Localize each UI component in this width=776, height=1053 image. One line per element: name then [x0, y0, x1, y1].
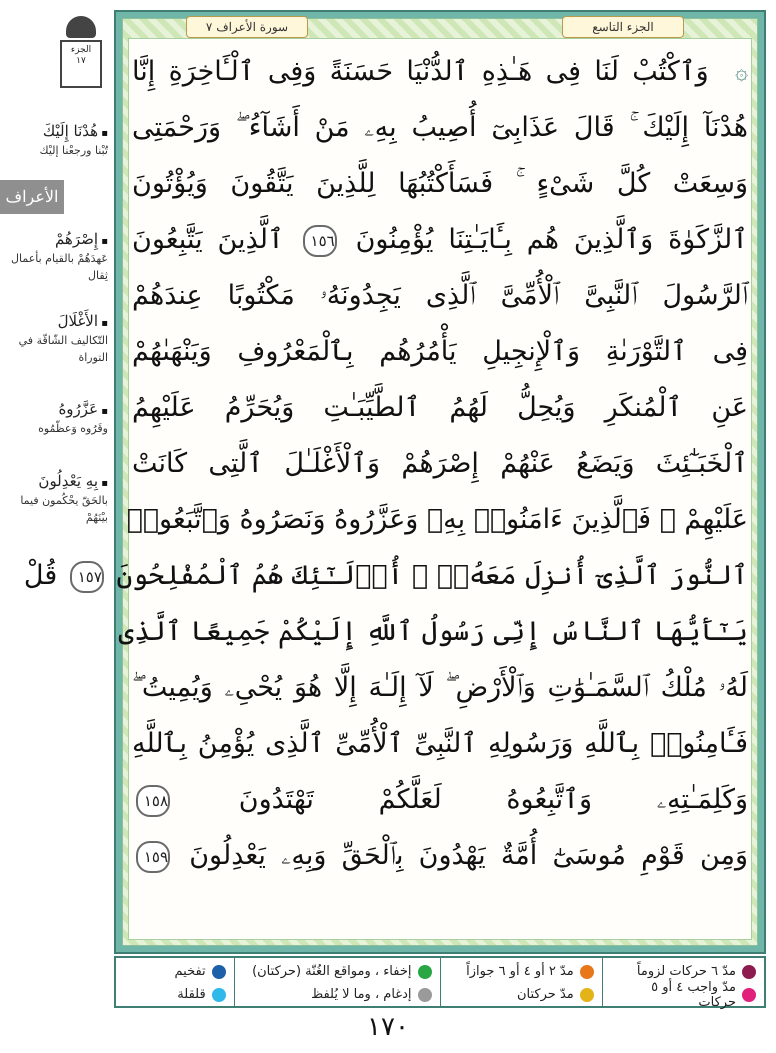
- tajweed-legend: [114, 956, 766, 1008]
- verse-line: [132, 436, 748, 492]
- verse-text: ٱلرَّسُولَ ٱلنَّبِىَّ ٱلْأُمِّىَّ ٱلَّذِى يَجِدُونَهُۥ مَكْتُوبًا عِندَهُمْ: [132, 280, 748, 311]
- verse-text: فِى ٱلتَّوْرَىٰةِ وَٱلْإِنجِيلِ يَأْمُرُهُم بِٱلْمَعْرُوفِ وَيَنْهَىٰهُمْ: [132, 336, 748, 367]
- color-dot-icon: [418, 965, 432, 979]
- color-dot-icon: [212, 965, 226, 979]
- legend-label: مدّ واجب ٤ أو ٥ حركات: [651, 979, 736, 1010]
- verse-text: ٱلْخَبَـٰٓئِثَ وَيَضَعُ عَنْهُمْ إِصْرَهُمْ وَٱلْأَغْلَـٰلَ ٱلَّتِى كَانَتْ: [132, 448, 748, 479]
- gloss-meaning: بالحَقّ يحْكُمون فيما بيْنَهُمْ: [20, 494, 108, 524]
- verse-line: [132, 44, 748, 100]
- legend-label: تفخيم: [174, 964, 206, 979]
- verse-text: وَمِن قَوْمِ مُوسَىٰٓ أُمَّةٌ يَهْدُونَ بِٱلْحَقِّ وَبِهِۦ يَعْدِلُونَ: [189, 840, 748, 871]
- verse-line: [132, 660, 748, 716]
- legend-item: [611, 979, 756, 1010]
- gloss-meaning: التّكاليف الشّاقّة في التوراة: [18, 334, 108, 364]
- legend-label: مدّ ٦ حركات لزوماً: [636, 964, 736, 979]
- hizb-star-icon: ۞: [735, 59, 748, 85]
- legend-column: [234, 958, 440, 1006]
- verse-text: لَهُۥ مُلْكُ ٱلسَّمَـٰوَٰتِ وَٱلْأَرْضِ ۖ لَآ إِلَـٰهَ إِلَّا هُوَ يُحْىِۦ وَيُمِيتُ ۖ: [132, 672, 748, 703]
- color-dot-icon: [742, 988, 756, 1002]
- verse-text: وَكَلِمَـٰتِهِۦ وَٱتَّبِعُوهُ لَعَلَّكُمْ تَهْتَدُونَ: [238, 784, 748, 815]
- legend-column: [116, 958, 234, 1006]
- legend-item: [124, 983, 226, 1006]
- verse-text: ٱلنُّورَ ٱلَّذِىٓ أُنزِلَ مَعَهُۥٓ ۙ أُو۟لَـٰٓئِكَ هُمُ ٱلْمُفْلِحُونَ: [116, 560, 748, 591]
- gloss-word: ▪ بِهِ يَعْدِلُونَ: [0, 472, 108, 490]
- margin-column: [0, 0, 114, 1053]
- gloss-word: ▪ هُدْنَا إِلَيْكَ: [0, 122, 108, 140]
- verse-text: عَلَيْهِمْ ۚ فَٱلَّذِينَ ءَامَنُوا۟ بِهِۦ وَعَزَّرُوهُ وَنَصَرُوهُ وَٱتَّبَعُوا۟: [126, 504, 748, 535]
- juz-marker-box: [60, 40, 102, 88]
- legend-column: [440, 958, 602, 1006]
- color-dot-icon: [212, 988, 226, 1002]
- color-dot-icon: [742, 965, 756, 979]
- verse-line: [132, 716, 748, 772]
- ayah-number-marker: ١٥٦: [303, 225, 337, 257]
- gloss-meaning: عَهدَهُمْ بالقيام بأعمال ثِقال: [10, 252, 108, 282]
- gloss-word: ▪ الأَغْلَالَ: [0, 312, 108, 330]
- juz-marker-label: الجزء: [70, 45, 92, 55]
- verse-line: [132, 156, 748, 212]
- juz-marker: [56, 16, 106, 94]
- verse-line: [132, 268, 748, 324]
- juz-marker-number: ١٧: [76, 56, 86, 66]
- color-dot-icon: [580, 965, 594, 979]
- gloss-entry: [0, 122, 108, 159]
- legend-item: [243, 960, 432, 983]
- legend-label: إخفاء ، ومواقع الغُنّة (حركتان): [252, 964, 412, 979]
- page-number: ١٧٠: [367, 1012, 409, 1042]
- gloss-word: ▪ إِصْرَهُمْ: [0, 230, 108, 248]
- ayah-number-marker: ١٥٩: [136, 841, 170, 873]
- verse-line: [132, 772, 748, 828]
- verse-text: ٱلَّذِينَ يَتَّبِعُونَ: [132, 224, 284, 255]
- legend-item: [124, 960, 226, 983]
- verse-text: وَٱكْتُبْ لَنَا فِى هَـٰذِهِ ٱلدُّنْيَا حَسَنَةً وَفِى ٱلْـَٔاخِرَةِ إِنَّا: [132, 56, 709, 87]
- gloss-entry: [0, 230, 108, 284]
- dome-ornament-icon: [66, 16, 96, 38]
- gloss-entry: [0, 400, 108, 437]
- gloss-entry: [0, 472, 108, 526]
- color-dot-icon: [418, 988, 432, 1002]
- verse-text: عَنِ ٱلْمُنكَرِ وَيُحِلُّ لَهُمُ ٱلطَّيِّبَـٰتِ وَيُحَرِّمُ عَلَيْهِمُ: [132, 392, 748, 423]
- ayah-number-marker: ١٥٨: [136, 785, 170, 817]
- verse-line: [126, 492, 748, 548]
- juz-header: الجزء التاسع: [562, 16, 684, 38]
- verse-line: [132, 828, 748, 884]
- surah-header: سورة الأعراف ٧: [186, 16, 308, 38]
- verse-text: فَـَٔامِنُوا۟ بِٱللَّهِ وَرَسُولِهِ ٱلنَّبِىِّ ٱلْأُمِّىِّ ٱلَّذِى يُؤْمِنُ بِٱللَّهِ: [132, 728, 748, 759]
- verse-text: وَسِعَتْ كُلَّ شَىْءٍ ۚ فَسَأَكْتُبُهَا لِلَّذِينَ يَتَّقُونَ وَيُؤْتُونَ: [132, 168, 748, 199]
- verse-line: [132, 380, 748, 436]
- legend-label: إدغام ، وما لا يُلفظ: [311, 987, 412, 1002]
- verse-line: [132, 324, 748, 380]
- gloss-meaning: تُبْنا ورجعْنا إليْك: [39, 144, 108, 157]
- legend-item: [449, 960, 594, 983]
- verse-text: قُلْ: [23, 560, 58, 591]
- verse-line: [23, 548, 748, 604]
- gloss-meaning: وقَرُوه وَعظّمُوه: [38, 422, 108, 435]
- verse-line: [132, 100, 748, 156]
- legend-label: قلقلة: [177, 987, 206, 1002]
- verse-line: [118, 604, 748, 660]
- ayah-number-marker: ١٥٧: [70, 561, 104, 593]
- legend-item: [243, 983, 432, 1006]
- verse-line: [132, 212, 748, 268]
- verse-text: يَـٰٓأَيُّهَا ٱلنَّاسُ إِنِّى رَسُولُ ٱللَّهِ إِلَيْكُمْ جَمِيعًا ٱلَّذِى: [118, 616, 748, 647]
- surah-tab[interactable]: الأعراف: [0, 180, 64, 214]
- color-dot-icon: [580, 988, 594, 1002]
- legend-label: مدّ ٢ أو ٤ أو ٦ جوازاً: [466, 964, 574, 979]
- legend-label: مدّ حركتان: [517, 987, 574, 1002]
- verse-text: هُدْنَآ إِلَيْكَ ۚ قَالَ عَذَابِىٓ أُصِيبُ بِهِۦ مَنْ أَشَآءُ ۖ وَرَحْمَتِى: [132, 112, 748, 143]
- legend-item: [449, 983, 594, 1006]
- verse-text: ٱلزَّكَوٰةَ وَٱلَّذِينَ هُم بِـَٔايَـٰتِنَا يُؤْمِنُونَ: [355, 224, 748, 255]
- gloss-entry: [0, 312, 108, 366]
- gloss-word: ▪ عَزَّرُوهُ: [0, 400, 108, 418]
- legend-column: [602, 958, 764, 1010]
